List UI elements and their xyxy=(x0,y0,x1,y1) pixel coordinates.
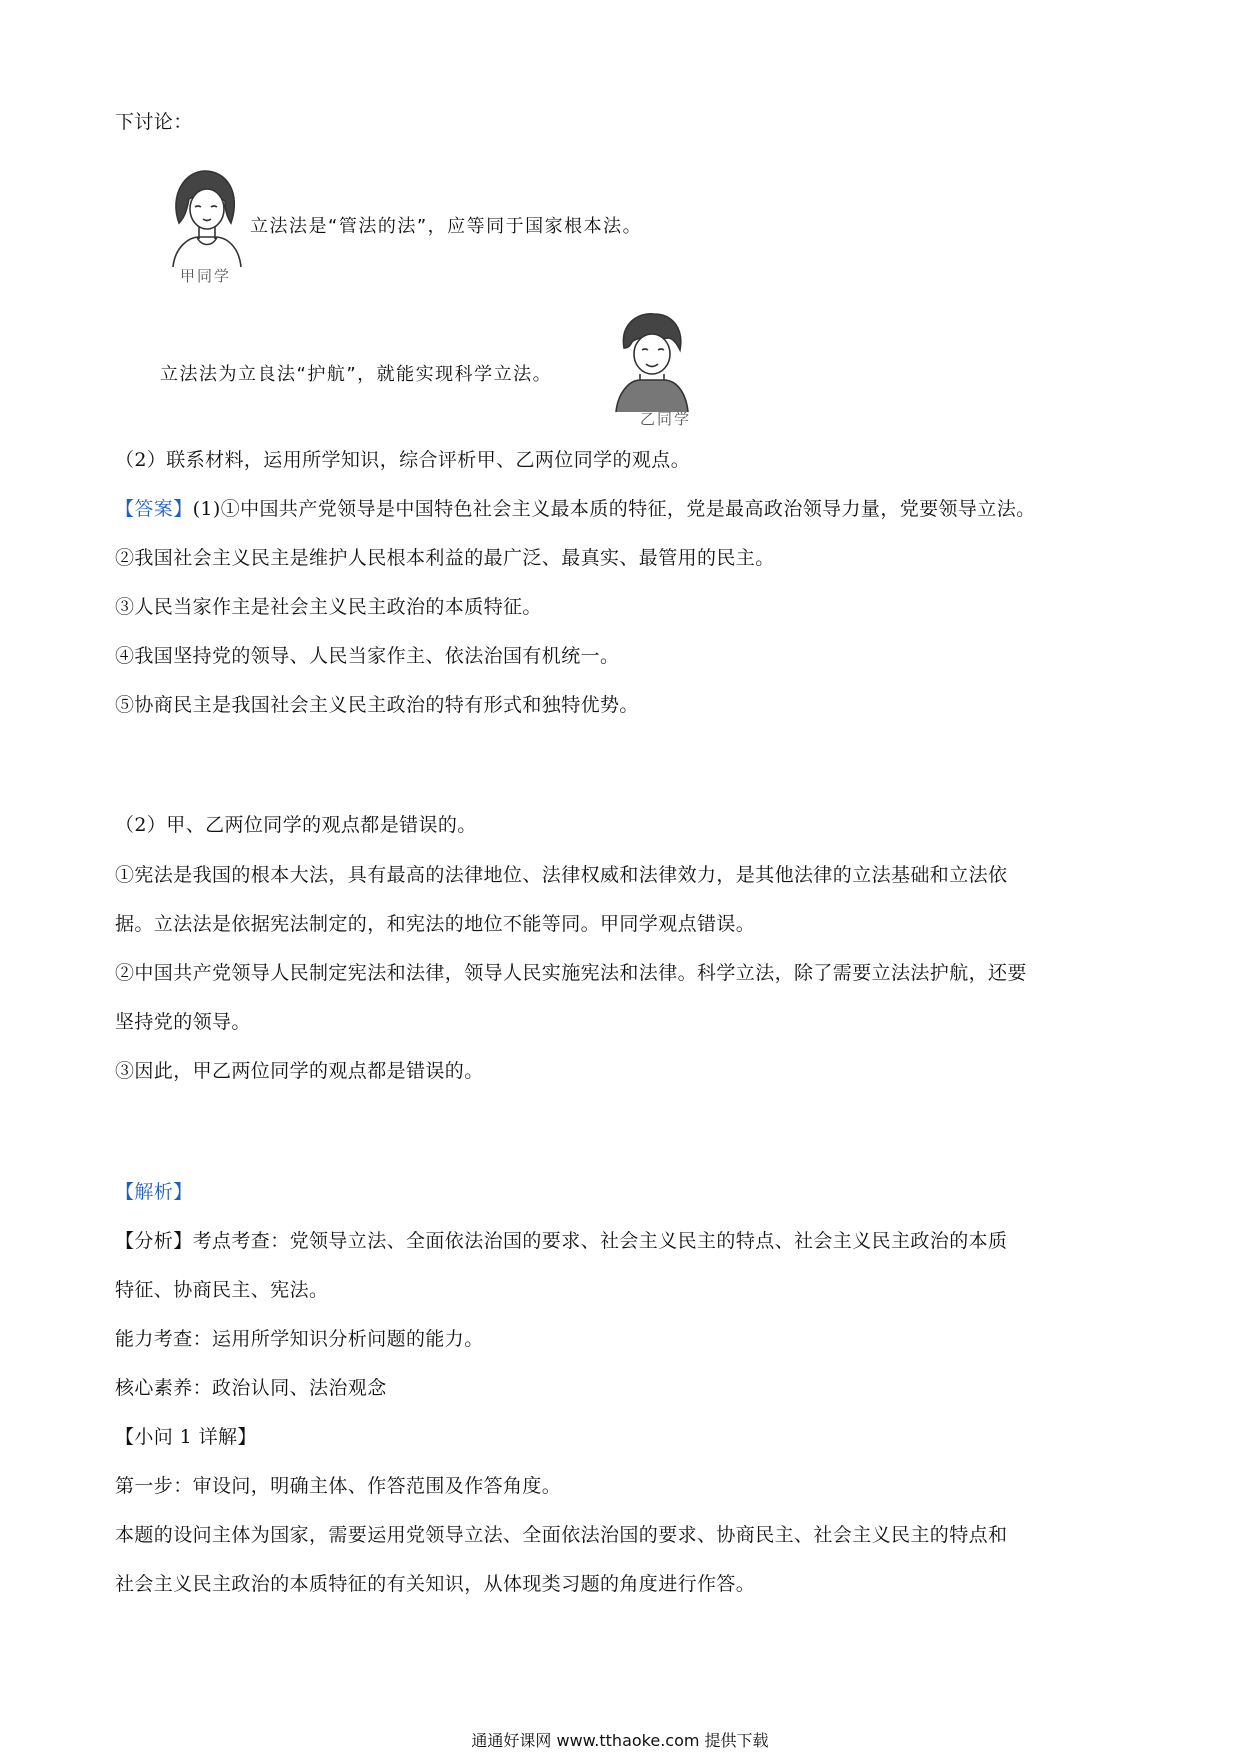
answer-q1-line: ③人民当家作主是社会主义民主政治的本质特征。 xyxy=(115,596,542,618)
student-a-caption: 甲同学 xyxy=(180,267,232,285)
analysis-line: 本题的设问主体为国家，需要运用党领导立法、全面依法治国的要求、协商民主、社会主义民主的特点和 xyxy=(115,1524,1008,1546)
student-b-speech: 立法法为立良法“护航”，就能实现科学立法。 xyxy=(160,364,553,385)
answer-q2-line: （2）甲、乙两位同学的观点都是错误的。 xyxy=(115,814,477,836)
analysis-tag: 【解析】 xyxy=(115,1181,193,1203)
answer-q1-line: ④我国坚持党的领导、人民当家作主、依法治国有机统一。 xyxy=(115,645,620,667)
analysis-line: 【分析】考点考查：党领导立法、全面依法治国的要求、社会主义民主的特点、社会主义民主政治的本质 xyxy=(115,1230,1008,1252)
student-a-illustration xyxy=(165,165,245,280)
answer-q1-first: (1)①中国共产党领导是中国特色社会主义最本质的特征，党是最高政治领导力量，党要领导立法。 xyxy=(192,498,1036,520)
answer-q2-line: 坚持党的领导。 xyxy=(115,1011,251,1033)
answer-q2-line: ①宪法是我国的根本大法，具有最高的法律地位、法律权威和法律效力，是其他法律的立法基础和立法依 xyxy=(115,864,1008,886)
student-b-illustration xyxy=(610,308,690,418)
footer: 通通好课网 www.tthaoke.com 提供下载 xyxy=(471,1731,769,1750)
answer-q1-line: ⑤协商民主是我国社会主义民主政治的特有形式和独特优势。 xyxy=(115,694,639,716)
answer-q2-line: ②中国共产党领导人民制定宪法和法律，领导人民实施宪法和法律。科学立法，除了需要立法法护航，还要 xyxy=(115,962,1027,984)
student-b-caption: 乙同学 xyxy=(640,410,692,428)
analysis-line: 核心素养：政治认同、法治观念 xyxy=(115,1377,387,1399)
intro-tail: 下讨论： xyxy=(115,111,193,133)
answer-first-line xyxy=(115,497,1036,521)
answer-q1-line: ②我国社会主义民主是维护人民根本利益的最广泛、最真实、最管用的民主。 xyxy=(115,547,775,569)
analysis-line: 能力考查：运用所学知识分析问题的能力。 xyxy=(115,1328,484,1350)
analysis-line: 特征、协商民主、宪法。 xyxy=(115,1279,329,1301)
analysis-line: 第一步：审设问，明确主体、作答范围及作答角度。 xyxy=(115,1475,562,1497)
answer-q2-line: ③因此，甲乙两位同学的观点都是错误的。 xyxy=(115,1060,484,1082)
analysis-line: 社会主义民主政治的本质特征的有关知识，从体现类习题的角度进行作答。 xyxy=(115,1573,756,1595)
question-2: （2）联系材料，运用所学知识，综合评析甲、乙两位同学的观点。 xyxy=(115,449,691,471)
answer-tag: 【答案】 xyxy=(115,498,193,520)
answer-q2-line: 据。立法法是依据宪法制定的，和宪法的地位不能等同。甲同学观点错误。 xyxy=(115,913,756,935)
analysis-line: 【小问 1 详解】 xyxy=(115,1426,257,1448)
student-a-speech: 立法法是“管法的法”，应等同于国家根本法。 xyxy=(250,216,643,237)
